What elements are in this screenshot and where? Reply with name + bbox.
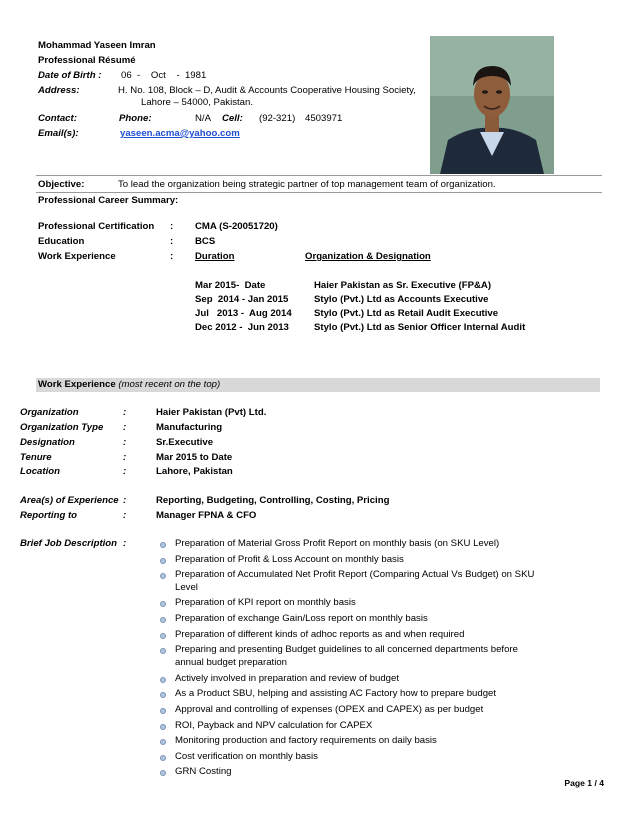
field-label: Organization Type <box>20 422 104 433</box>
list-item: Monitoring production and factory requirements on daily basis <box>160 735 540 747</box>
field-sep: : <box>123 538 127 549</box>
summary-title: Professional Career Summary: <box>38 195 179 206</box>
field-value-location: Lahore, Pakistan <box>156 466 233 477</box>
bullet-icon <box>160 739 166 745</box>
field-label: Tenure <box>20 452 52 463</box>
bullet-icon <box>160 755 166 761</box>
field-value-tenure: Mar 2015 to Date <box>156 452 233 463</box>
list-item: ROI, Payback and NPV calculation for CAPEX <box>160 720 540 732</box>
bullet-icon <box>160 542 166 548</box>
page-number: Page 1 / 4 <box>564 778 604 788</box>
summary-label-certification: Professional Certification <box>38 221 155 232</box>
phone-label: Phone: <box>119 113 152 124</box>
list-item: GRN Costing <box>160 766 540 778</box>
bullet-icon <box>160 648 166 654</box>
address-line-1: H. No. 108, Block – D, Audit & Accounts Cooperative Housing Society, <box>118 85 416 96</box>
summary-label-work: Work Experience <box>38 251 116 262</box>
history-org: Stylo (Pvt.) Ltd as Retail Audit Executive <box>314 308 499 319</box>
field-sep: : <box>123 466 127 477</box>
list-item: Preparation of exchange Gain/Loss report on monthly basis <box>160 613 540 625</box>
address-label: Address: <box>38 85 80 96</box>
field-label: Reporting to <box>20 510 78 521</box>
email-link[interactable]: yaseen.acma@yahoo.com <box>120 128 240 139</box>
bullet-icon <box>160 573 166 579</box>
field-sep: : <box>123 437 127 448</box>
candidate-name: Mohammad Yaseen Imran <box>38 40 156 51</box>
summary-label-education: Education <box>38 236 85 247</box>
email-label: Email(s): <box>38 128 79 139</box>
list-item: Actively involved in preparation and review of budget <box>160 673 540 685</box>
list-item: Preparation of Profit & Loss Account on monthly basis <box>160 554 540 566</box>
divider-objective <box>36 192 602 193</box>
person-photo-icon <box>430 36 554 174</box>
field-value-organization-type: Manufacturing <box>156 422 223 433</box>
field-label: Brief Job Description <box>20 538 118 549</box>
history-org: Stylo (Pvt.) Ltd as Accounts Executive <box>314 294 489 305</box>
list-item: Preparation of KPI report on monthly basis <box>160 597 540 609</box>
objective-text: To lead the organization being strategic partner of top management team of organization. <box>118 179 496 190</box>
divider-top <box>36 175 602 176</box>
history-org: Haier Pakistan as Sr. Executive (FP&A) <box>314 280 492 291</box>
field-sep: : <box>123 495 127 506</box>
field-sep: : <box>123 407 127 418</box>
summary-sep: : <box>170 251 174 262</box>
field-sep: : <box>123 510 127 521</box>
dob-label: Date of Birth : <box>38 70 102 81</box>
field-value-organization: Haier Pakistan (Pvt) Ltd. <box>156 407 267 418</box>
summary-org-heading: Organization & Designation <box>305 251 431 262</box>
summary-sep: : <box>170 221 174 232</box>
work-experience-title: Work Experience <box>38 379 116 390</box>
history-duration: Dec 2012 - Jun 2013 <box>195 322 289 333</box>
field-label: Organization <box>20 407 79 418</box>
cell-number: 4503971 <box>305 113 343 124</box>
history-duration: Mar 2015- Date <box>195 280 266 291</box>
field-sep: : <box>123 452 127 463</box>
work-experience-bar <box>36 378 600 392</box>
field-value-reporting-to: Manager FPNA & CFO <box>156 510 257 521</box>
list-item: Approval and controlling of expenses (OPEX and CAPEX) as per budget <box>160 704 540 716</box>
summary-duration-heading: Duration <box>195 251 235 262</box>
summary-sep: : <box>170 236 174 247</box>
field-label: Area(s) of Experience <box>20 495 119 506</box>
dob-value: 06 - Oct - 1981 <box>121 70 207 81</box>
list-item: Preparation of different kinds of adhoc reports as and when required <box>160 629 540 641</box>
field-value-areas: Reporting, Budgeting, Controlling, Costing, Pricing <box>156 495 390 506</box>
field-sep: : <box>123 422 127 433</box>
history-duration: Jul 2013 - Aug 2014 <box>195 308 292 319</box>
field-label: Designation <box>20 437 75 448</box>
bullet-icon <box>160 708 166 714</box>
objective-label: Objective: <box>38 179 85 190</box>
bullet-icon <box>160 601 166 607</box>
contact-label: Contact: <box>38 113 77 124</box>
address-line-2: Lahore – 54000, Pakistan. <box>141 97 254 108</box>
history-duration: Sep 2014 - Jan 2015 <box>195 294 289 305</box>
job-duties-list <box>160 538 540 782</box>
work-experience-note: (most recent on the top) <box>118 379 221 390</box>
bullet-icon <box>160 724 166 730</box>
cell-code: (92-321) <box>259 113 296 124</box>
cell-label: Cell: <box>222 113 243 124</box>
field-value-designation: Sr.Executive <box>156 437 214 448</box>
phone-value: N/A <box>195 113 211 124</box>
bullet-icon <box>160 692 166 698</box>
field-label: Location <box>20 466 60 477</box>
bullet-icon <box>160 617 166 623</box>
bullet-icon <box>160 633 166 639</box>
bullet-icon <box>160 677 166 683</box>
list-item: Cost verification on monthly basis <box>160 751 540 763</box>
list-item: Preparation of Accumulated Net Profit Report (Comparing Actual Vs Budget) on SKU Level <box>160 569 540 594</box>
list-item: As a Product SBU, helping and assisting AC Factory how to prepare budget <box>160 688 540 700</box>
bullet-icon <box>160 558 166 564</box>
history-org: Stylo (Pvt.) Ltd as Senior Officer Internal Audit <box>314 322 526 333</box>
list-item: Preparation of Material Gross Profit Report on monthly basis (on SKU Level) <box>160 538 540 550</box>
resume-subtitle: Professional Résumé <box>38 55 136 66</box>
bullet-icon <box>160 770 166 776</box>
summary-value-education: BCS <box>195 236 216 247</box>
summary-value-certification: CMA (S-20051720) <box>195 221 278 232</box>
list-item: Preparing and presenting Budget guidelines to all concerned departments before annual budget preparation <box>160 644 540 669</box>
